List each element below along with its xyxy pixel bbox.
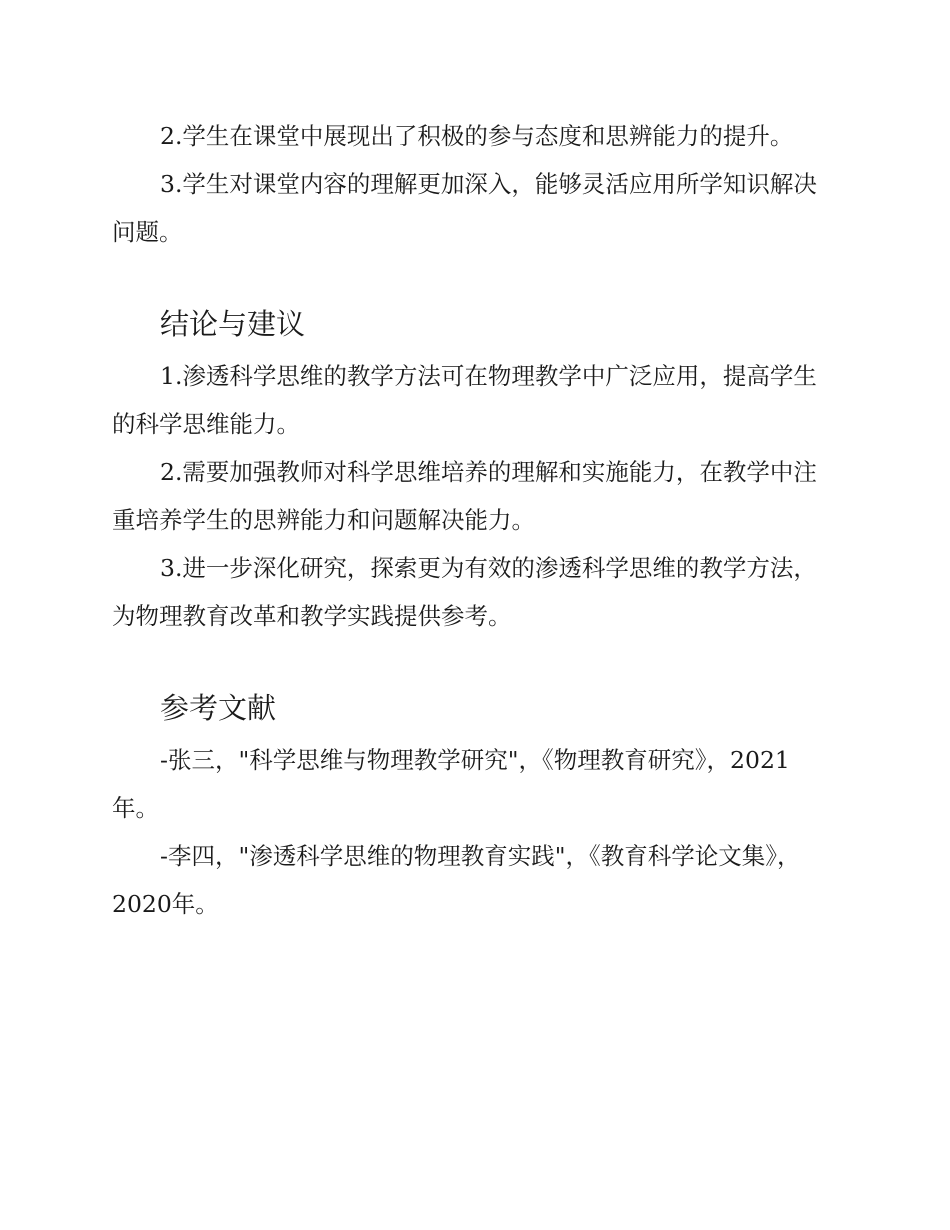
reference-item-1: -张三，"科学思维与物理教学研究"，《物理教育研究》，2021年。 bbox=[112, 746, 790, 822]
result-item-3: 3.学生对课堂内容的理解更加深入，能够灵活应用所学知识解决问题。 bbox=[112, 170, 817, 246]
conclusion-heading: 结论与建议 bbox=[160, 307, 306, 341]
conclusion-item-1: 1.渗透科学思维的教学方法可在物理教学中广泛应用，提高学生的科学思维能力。 bbox=[112, 362, 817, 438]
conclusion-item-3: 3.进一步深化研究，探索更为有效的渗透科学思维的教学方法，为物理教育改革和教学实践提供参考。 bbox=[112, 554, 817, 630]
references-heading: 参考文献 bbox=[160, 691, 277, 725]
result-item-2: 2.学生在课堂中展现出了积极的参与态度和思辨能力的提升。 bbox=[160, 122, 794, 150]
document-page bbox=[112, 112, 832, 928]
reference-item-2: -李四，"渗透科学思维的物理教育实践"，《教育科学论文集》，2020年。 bbox=[112, 842, 801, 918]
spacer bbox=[112, 256, 832, 302]
conclusion-item-2: 2.需要加强教师对科学思维培养的理解和实施能力，在教学中注重培养学生的思辨能力和问题解决能力。 bbox=[112, 458, 817, 534]
spacer bbox=[112, 640, 832, 686]
